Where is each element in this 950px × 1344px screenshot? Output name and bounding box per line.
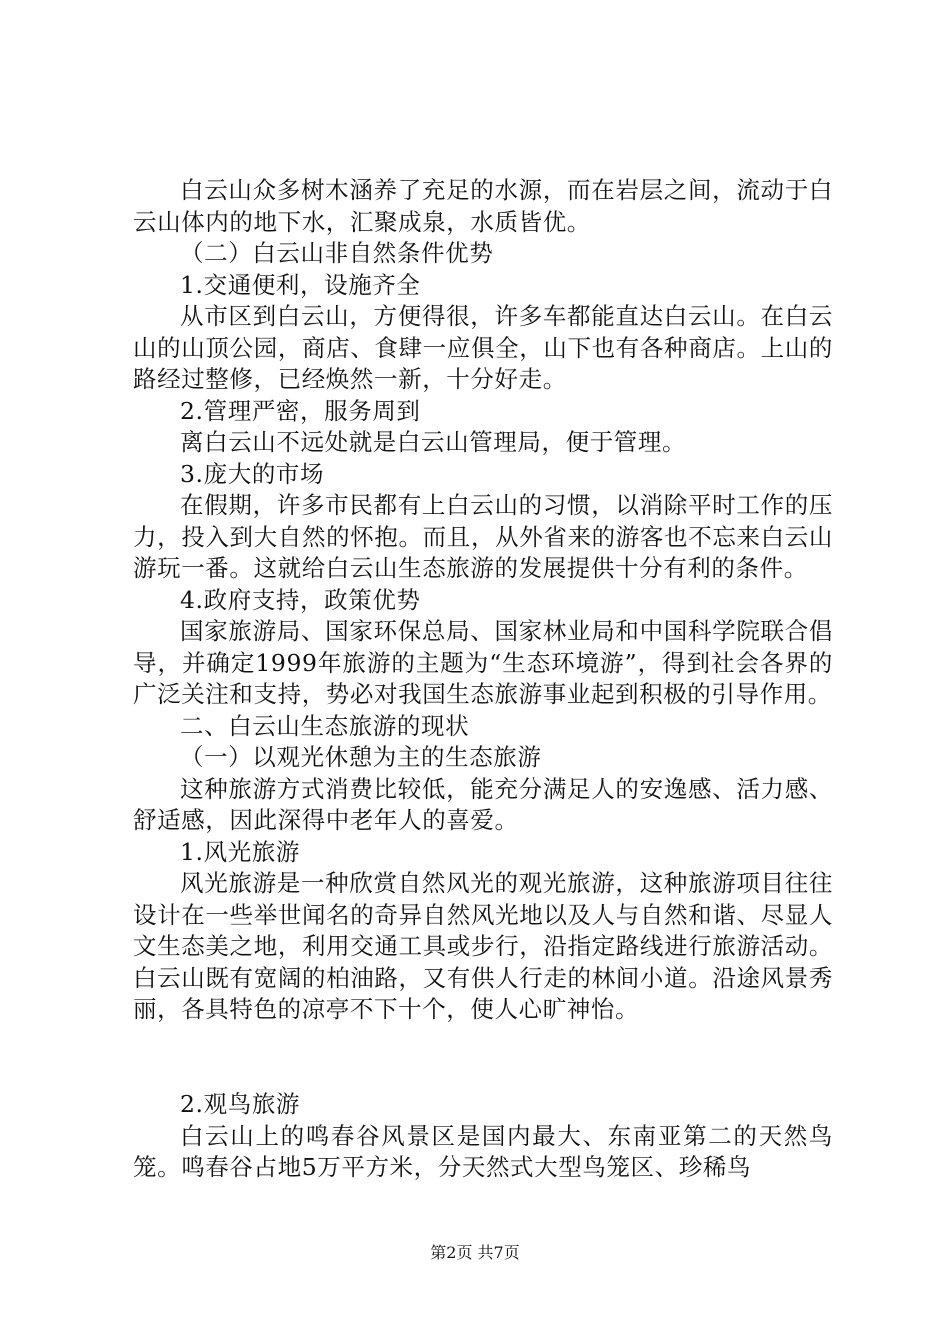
section-heading: （二）白云山非自然条件优势 xyxy=(180,239,494,267)
section-heading: 二、白云山生态旅游的现状 xyxy=(180,711,470,740)
document-body xyxy=(133,175,833,1184)
section-heading: 1.风光旅游 xyxy=(180,837,301,866)
section-heading: 4.政府支持，政策优势 xyxy=(180,585,421,614)
body-paragraph: 白云山众多树木涵养了充足的水源，而在岩层之间，流动于白云山体内的地下水，汇聚成泉，水质皆优。 xyxy=(133,176,833,236)
section-heading: （一）以观光休憩为主的生态旅游 xyxy=(180,743,542,771)
page-footer: 第2页 共7页 xyxy=(430,1243,520,1262)
body-paragraph: 白云山上的鸣春谷风景区是国内最大、东南亚第二的天然鸟笼。鸣春谷占地5万平方米，分天然式大型鸟笼区、珍稀鸟 xyxy=(133,1121,833,1181)
section-heading: 3.庞大的市场 xyxy=(180,459,325,488)
section-heading: 2.观鸟旅游 xyxy=(180,1090,301,1118)
body-paragraph: 从市区到白云山，方便得很，许多车都能直达白云山。在白云山的山顶公园，商店、食肆一应俱全，山下也有各种商店。上山的路经过整修，已经焕然一新，十分好走。 xyxy=(133,302,833,393)
body-paragraph: 国家旅游局、国家环保总局、国家林业局和中国科学院联合倡导，并确定1999年旅游的主题为“生态环境游”，得到社会各界的广泛关注和支持，势必对我国生态旅游事业起到积极的引导作用。 xyxy=(133,617,833,708)
section-heading: 2.管理严密，服务周到 xyxy=(180,396,421,425)
blank-line xyxy=(133,1042,833,1074)
body-paragraph: 风光旅游是一种欣赏自然风光的观光旅游，这种旅游项目往往设计在一些举世闻名的奇异自然风光地以及人与自然和谐、尽显人文生态美之地，利用交通工具或步行，沿指定路线进行旅游活动。白云山既有宽阔的柏油路，又有供人行走的林间小道。沿途风景秀丽，各具特色的凉亭不下十个，使人心旷神怡。 xyxy=(133,869,833,1023)
body-paragraph: 在假期，许多市民都有上白云山的习惯，以消除平时工作的压力，投入到大自然的怀抱。而且，从外省来的游客也不忘来白云山游玩一番。这就给白云山生态旅游的发展提供十分有利的条件。 xyxy=(133,491,833,582)
section-heading: 1.交通便利，设施齐全 xyxy=(180,270,421,299)
body-paragraph: 离白云山不远处就是白云山管理局，便于管理。 xyxy=(180,428,687,456)
body-paragraph: 这种旅游方式消费比较低，能充分满足人的安逸感、活力感、舒适感，因此深得中老年人的喜爱。 xyxy=(133,774,833,834)
